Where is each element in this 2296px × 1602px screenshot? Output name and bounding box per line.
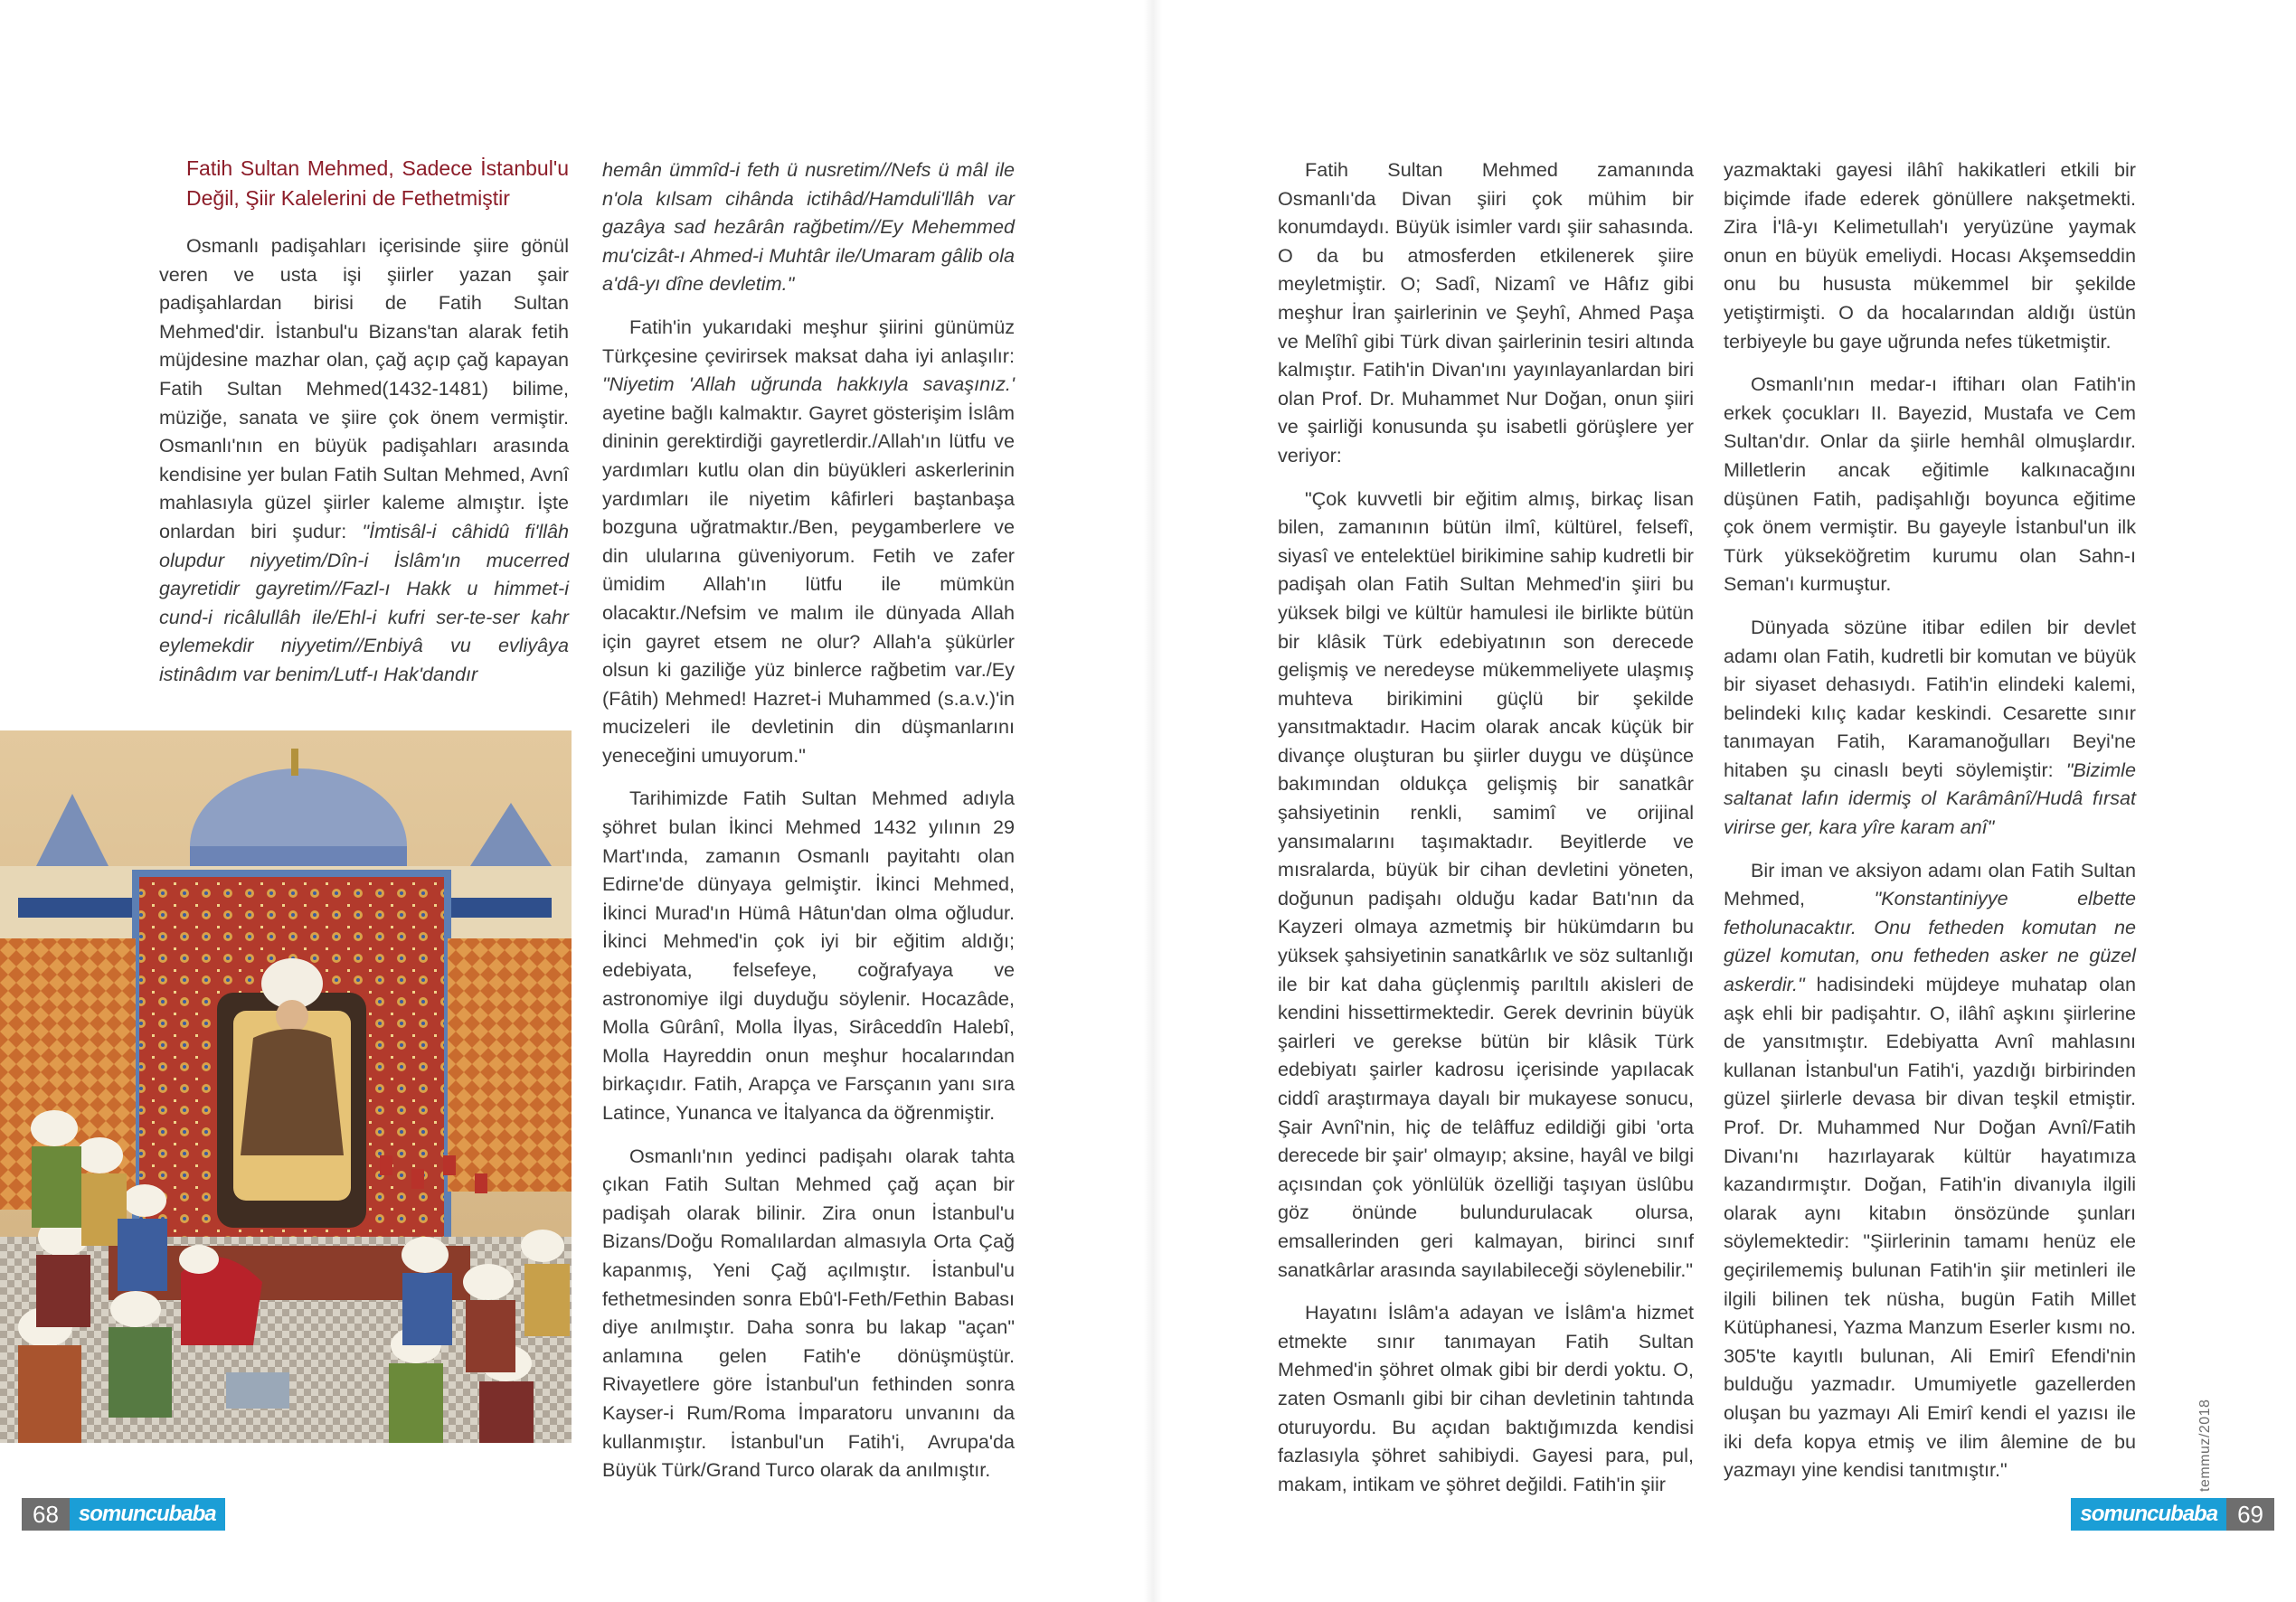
paragraph: Osmanlı'nın medar-ı iftiharı olan Fatih'in erkek çocukları II. Bayezid, Mustafa ve Cem Sultan'dır. Onlar da şiirle hemhâl olmuşlardır. Milletlerin ancak eğitimle kalkınacağını düşünen Fatih, padişahlığı boyunca eğitime çok önem vermiştir. Bu gayeyle İstanbul'un ilk Türk yükseköğretim kurumu olan Sahn-ı Seman'ı kurmuştur. [1724,372,2136,596]
issue-date: temmuz/2018 [2197,1399,2213,1492]
paragraph: Fatih Sultan Mehmed zamanında Osmanlı'da Divan şiiri çok mühim bir konumdaydı. Büyük isimler vardı şiir sahasında. O da bu atmosferden etkilenerek şiire meyletmiştir. O; Sadî, Nizamî ve Hâfız gibi meşhur İran şairlerinin ve Şeyhî, Ahmed Paşa ve Melîhî gibi Türk divan şairlerinin tesiri altında kalmıştır. Fatih'in Divan'ını yayınlayanlardan biri olan Prof. Dr. Muhammet Nur Doğan, onun şiiri ve şairliği konusunda şu isabetli görüşlere yer veriyor: [1278,158,1694,466]
page-gutter [1144,0,1162,1602]
paragraph [1724,856,2136,1484]
block-quote: "Çok kuvvetli bir eğitim almış, birkaç lisan bilen, zamanının bütün ilmî, kültürel, felsefî, siyasî ve entelektüel birikimine sahip kudretli bir padişah olan Fatih Sultan Mehmed'in şiiri bu yüksek bilgi ve kültür hamulesi ile birlikte bütün bir klâsik Türk edebiyatının son derecede gelişmiş ve neredeyse mükemmeliyete ulaşmış muhteva birikimini güçlü bir şekilde yansıtmaktadır. Hacim olarak ancak küçük bir divançe oluşturan bu şiirler duygu ve düşünce bakımından oldukça gelişmiş bir sanatkâr şahsiyetinin renkli, samimî ve orijinal yansımalarını taşımaktadır. Beyitlerde ve mısralarda, büyük bir cihan devletini yöneten, doğunun padişahı olduğu kadar Batı'nın da Kayzeri olmaya azmetmiş bir hükümdarın bu yüksek şahsiyetinin sanatkârlık ve söz sultanlığı ile bir kat daha güçlenmiş parıltılı akisleri de kendini hissettirmektedir. Gerek devrinin büyük şairleri ve gerekse bütün bir klâsik Türk edebiyatı şairler kadrosu içerisinde yapılacak ciddî araştırmaya dayalı bir mukayese sonucu, Şair Avnî'nin, hiç de telâffuz edildiği gibi 'orta derecede bir şair' olmayıp; aksine, hayâl ve bilgi açısından çok yönlülük özelliği taşıyan üslûbu göz önünde bulundurulacak olursa, emsallerinden geri kalmayan, birinci sınıf sanatkârlar arasında sayılabileceği söylenebilir." [1278,486,1694,1281]
paragraph-text: Dünyada sözüne itibar edilen bir devlet adamı olan Fatih, kudretli bir komutan ve büyük bir siyaset dehasıydı. Fatih'in elindeki kalemi, belindeki kılıç kadar keskindi. Cesarette sınır tanımayan Fatih, Karamanoğulları Beyi'ne hitaben şu cinaslı beyti söylemiştir: [1724,615,2136,781]
column-3 [1278,155,1694,1512]
paragraph: yazmaktaki gayesi ilâhî hakikatleri etkili bir biçimde ifade ederek gönüllere nakşetmekti. Zira İ'lâ-yı Kelimetullah'ı yeryüzüne yaymak onun en büyük emeliydi. Hocası Akşemseddin onu bu hususta mükemmel bir şekilde yetiştirmişti. O da hocalarından aldığı üstün terbiyeyle bu gaye uğrunda nefes tüketmiştir. [1724,158,2136,353]
paragraph [1724,613,2136,842]
paragraph: Tarihimizde Fatih Sultan Mehmed adıyla şöhret bulan İkinci Mehmed 1432 yılının 29 Mart'ında, zamanın Osmanlı payitahtı olan Edirne'de dünyaya gelmiştir. İkinci Mehmed, İkinci Murad'ın Hümâ Hâtun'dan olma oğludur. İkinci Mehmed'in çok iyi bir eğitim aldığı; edebiyata, felsefeye, coğrafyaya ve astronomiye ilgi duyduğu söylenir. Hocazâde, Molla Gûrânî, Molla İlyas, Sirâceddîn Halebî, Molla Hayreddin onun meşhur hocalarından birkaçıdır. Fatih, Arapça ve Farsçanın yanı sıra Latince, Yunanca ve İtalyanca da öğrenmiştir. [602,787,1015,1124]
left-page-number: 68 [22,1498,70,1531]
couplet-quote: "Bizimle saltanat lafın idermiş ol Karâmânî/Hudâ fırsat virirse ger, kara yîre karam anî" [1724,758,2136,839]
column-4 [1724,155,2136,1499]
left-page-footer [22,1498,225,1531]
right-page-number: 69 [2226,1498,2274,1531]
paragraph [159,231,569,689]
brand-logo: somuncubaba [70,1498,225,1531]
paragraph-text: Fatih'in yukarıdaki meşhur şiirini günümüz Türkçesine çevirirsek maksat daha iyi anlaşılır: [602,315,1015,367]
paragraph-text: hadisindeki müjdeye muhatap olan aşk ehli bir padişahtır. O, ilâhî aşkını şiirlerine de yansıtmıştır. Edebiyatta Avnî mahlasını kullanan İstanbul'un Fatih'i, yazdığı birbirinden güzel şiirlerle devasa bir divan teşkil etmiştir. Prof. Dr. Muhammed Nur Doğan Avnî/Fatih Divanı'nı hazırlayarak kültür hayatımıza kazandırmıştır. Doğan, Fatih'in divanıyla ilgili olarak aynı kitabın önsözünde şunları söylemektedir: "Şiirlerinin tamamı henüz ele geçirilememiş bulunan Fatih'in şiir metinleri ile ilgili bilinen tek nüsha, bugün Fatih Millet Kütüphanesi, Yazma Manzum Eserler kısmı no. 305'te kayıtlı bulunan, Ali Emirî Efendi'nin bulduğu yazmadır. Umumiyetle gazellerden oluşan bu yazmayı Ali Emirî kendi el yazısı ile iki defa kopya etmiş ve ilim âlemine de bu yazmayı yine kendisi tanıtmıştır." [1724,973,2136,1482]
translation-quote: "Niyetim 'Allah uğrunda hakkıyla savaşınız.' [602,372,1015,396]
column-1 [159,154,569,703]
article-heading: Fatih Sultan Mehmed, Sadece İstanbul'u Değil, Şiir Kalelerini de Fethetmiştir [186,156,569,210]
poem-quote-continued: hemân ümmîd-i feth ü nusretim//Nefs ü mâl ile n'ola kılsam cihânda ictihâd/Hamduli'llâh var gazâya sad hezârân rağbetim//Ey Mehemmed mu'cizât-ı Ahmed-i Muhtâr ile/Umaram gâlib ola a'dâ-yı dîne devletim." [602,158,1015,296]
paragraph [602,155,1015,298]
paragraph [602,313,1015,770]
paragraph-text: ayetine bağlı kalmaktır. Gayret gösterişim İslâm dininin gerektirdiği gayretlerdir./Allah'ın lütfu ve yardımları kutlu olan din büyükleri askerlerinin yardımları ile niyetim kâfirleri baştanbaşa bozguna uğratmaktır./Ben, peygamberlere ve din ulularına güveniyorum. Fetih ve zafer ümidim Allah'ın lütfu ile mümkün olacaktır./Nefsim ve malım ile dünyada Allah için gayret etsem ne olur? Allah'a şükürler olsun ki gaziliğe yüz binlerce rağbetim var./Ey (Fâtih) Mehmed! Hazret-i Muhammed (s.a.v.)'in mucizeleri ile devletinin din düşmanlarını yeneceğini umuyorum." [602,400,1015,767]
column-2 [602,155,1015,1499]
paragraph: Osmanlı'nın yedinci padişahı olarak tahta çıkan Fatih Sultan Mehmed çağ açan bir padişah olarak bilinir. Zira onun İstanbul'u Bizans/Doğu Romalılardan almasıyla Orta Çağ kapanmış, Yeni Çağ açılmıştır. İstanbul'u fethetmesinden sonra Ebû'l-Feth/Fethin Babası diye anılmıştır. Daha sonra bu lakap "açan" anlamına gelen Fatih'e dönüşmüştür. Rivayetlere göre İstanbul'un fethinden sonra Kayser-i Rum/Roma İmparatoru unvanını da kullanmıştır. İstanbul'un Fatih'i, Avrupa'da Büyük Türk/Grand Turco olarak da anılmıştır. [602,1144,1015,1482]
paragraph: Hayatını İslâm'a adayan ve İslâm'a hizmet etmekte sınır tanımayan Fatih Sultan Mehmed'in şöhret olmak gibi bir derdi yoktu. O, zaten Osmanlı gibi bir cihan devletinin tahtında oturuyordu. Bu açıdan baktığımızda kendisi fazlasıyla şöhret sahibiydi. Gayesi para, pul, makam, intikam ve şöhret değildi. Fatih'in şiir [1278,1301,1694,1495]
ottoman-miniature-illustration [0,730,572,1443]
brand-logo: somuncubaba [2071,1498,2226,1531]
right-page-footer [2071,1498,2274,1531]
hadith-quote: "Konstantiniyye elbette fetholunacaktır. Onu fetheden komutan ne güzel komutan, onu fetheden asker ne güzel askerdir." [1724,887,2136,996]
poem-quote: "İmtisâl-i câhidû fi'llâh olupdur niyyetim/Dîn-i İslâm'ın mucerred gayretidir gayretim//Fazl-ı Hakk u himmet-i cund-i ricâlullâh ile/Ehl-i kufri ser-te-ser kahr eylemekdir niyyetim//Enbiyâ vu evliyâya istinâdım var benim/Lutf-ı Hak'dandır [159,519,569,685]
paragraph-text: Bir iman ve aksiyon adamı olan Fatih Sultan Mehmed, [1724,858,2136,910]
paragraph-text: Osmanlı padişahları içerisinde şiire gönül veren ve usta işi şiirler yazan şair padişahlardan birisi de Fatih Sultan Mehmed'dir. İstanbul'u Bizans'tan alarak fetih müjdesine mazhar olan, çağ açıp çağ kapayan Fatih Sultan Mehmed(1432-1481) bilime, müziğe, sanata ve şiire çok önem vermiştir. Osmanlı'nın en büyük padişahları arasında kendisine yer bulan Fatih Sultan Mehmed, Avnî mahlasıyla güzel şiirler kaleme almıştır. İşte onlardan biri şudur: [159,234,569,542]
